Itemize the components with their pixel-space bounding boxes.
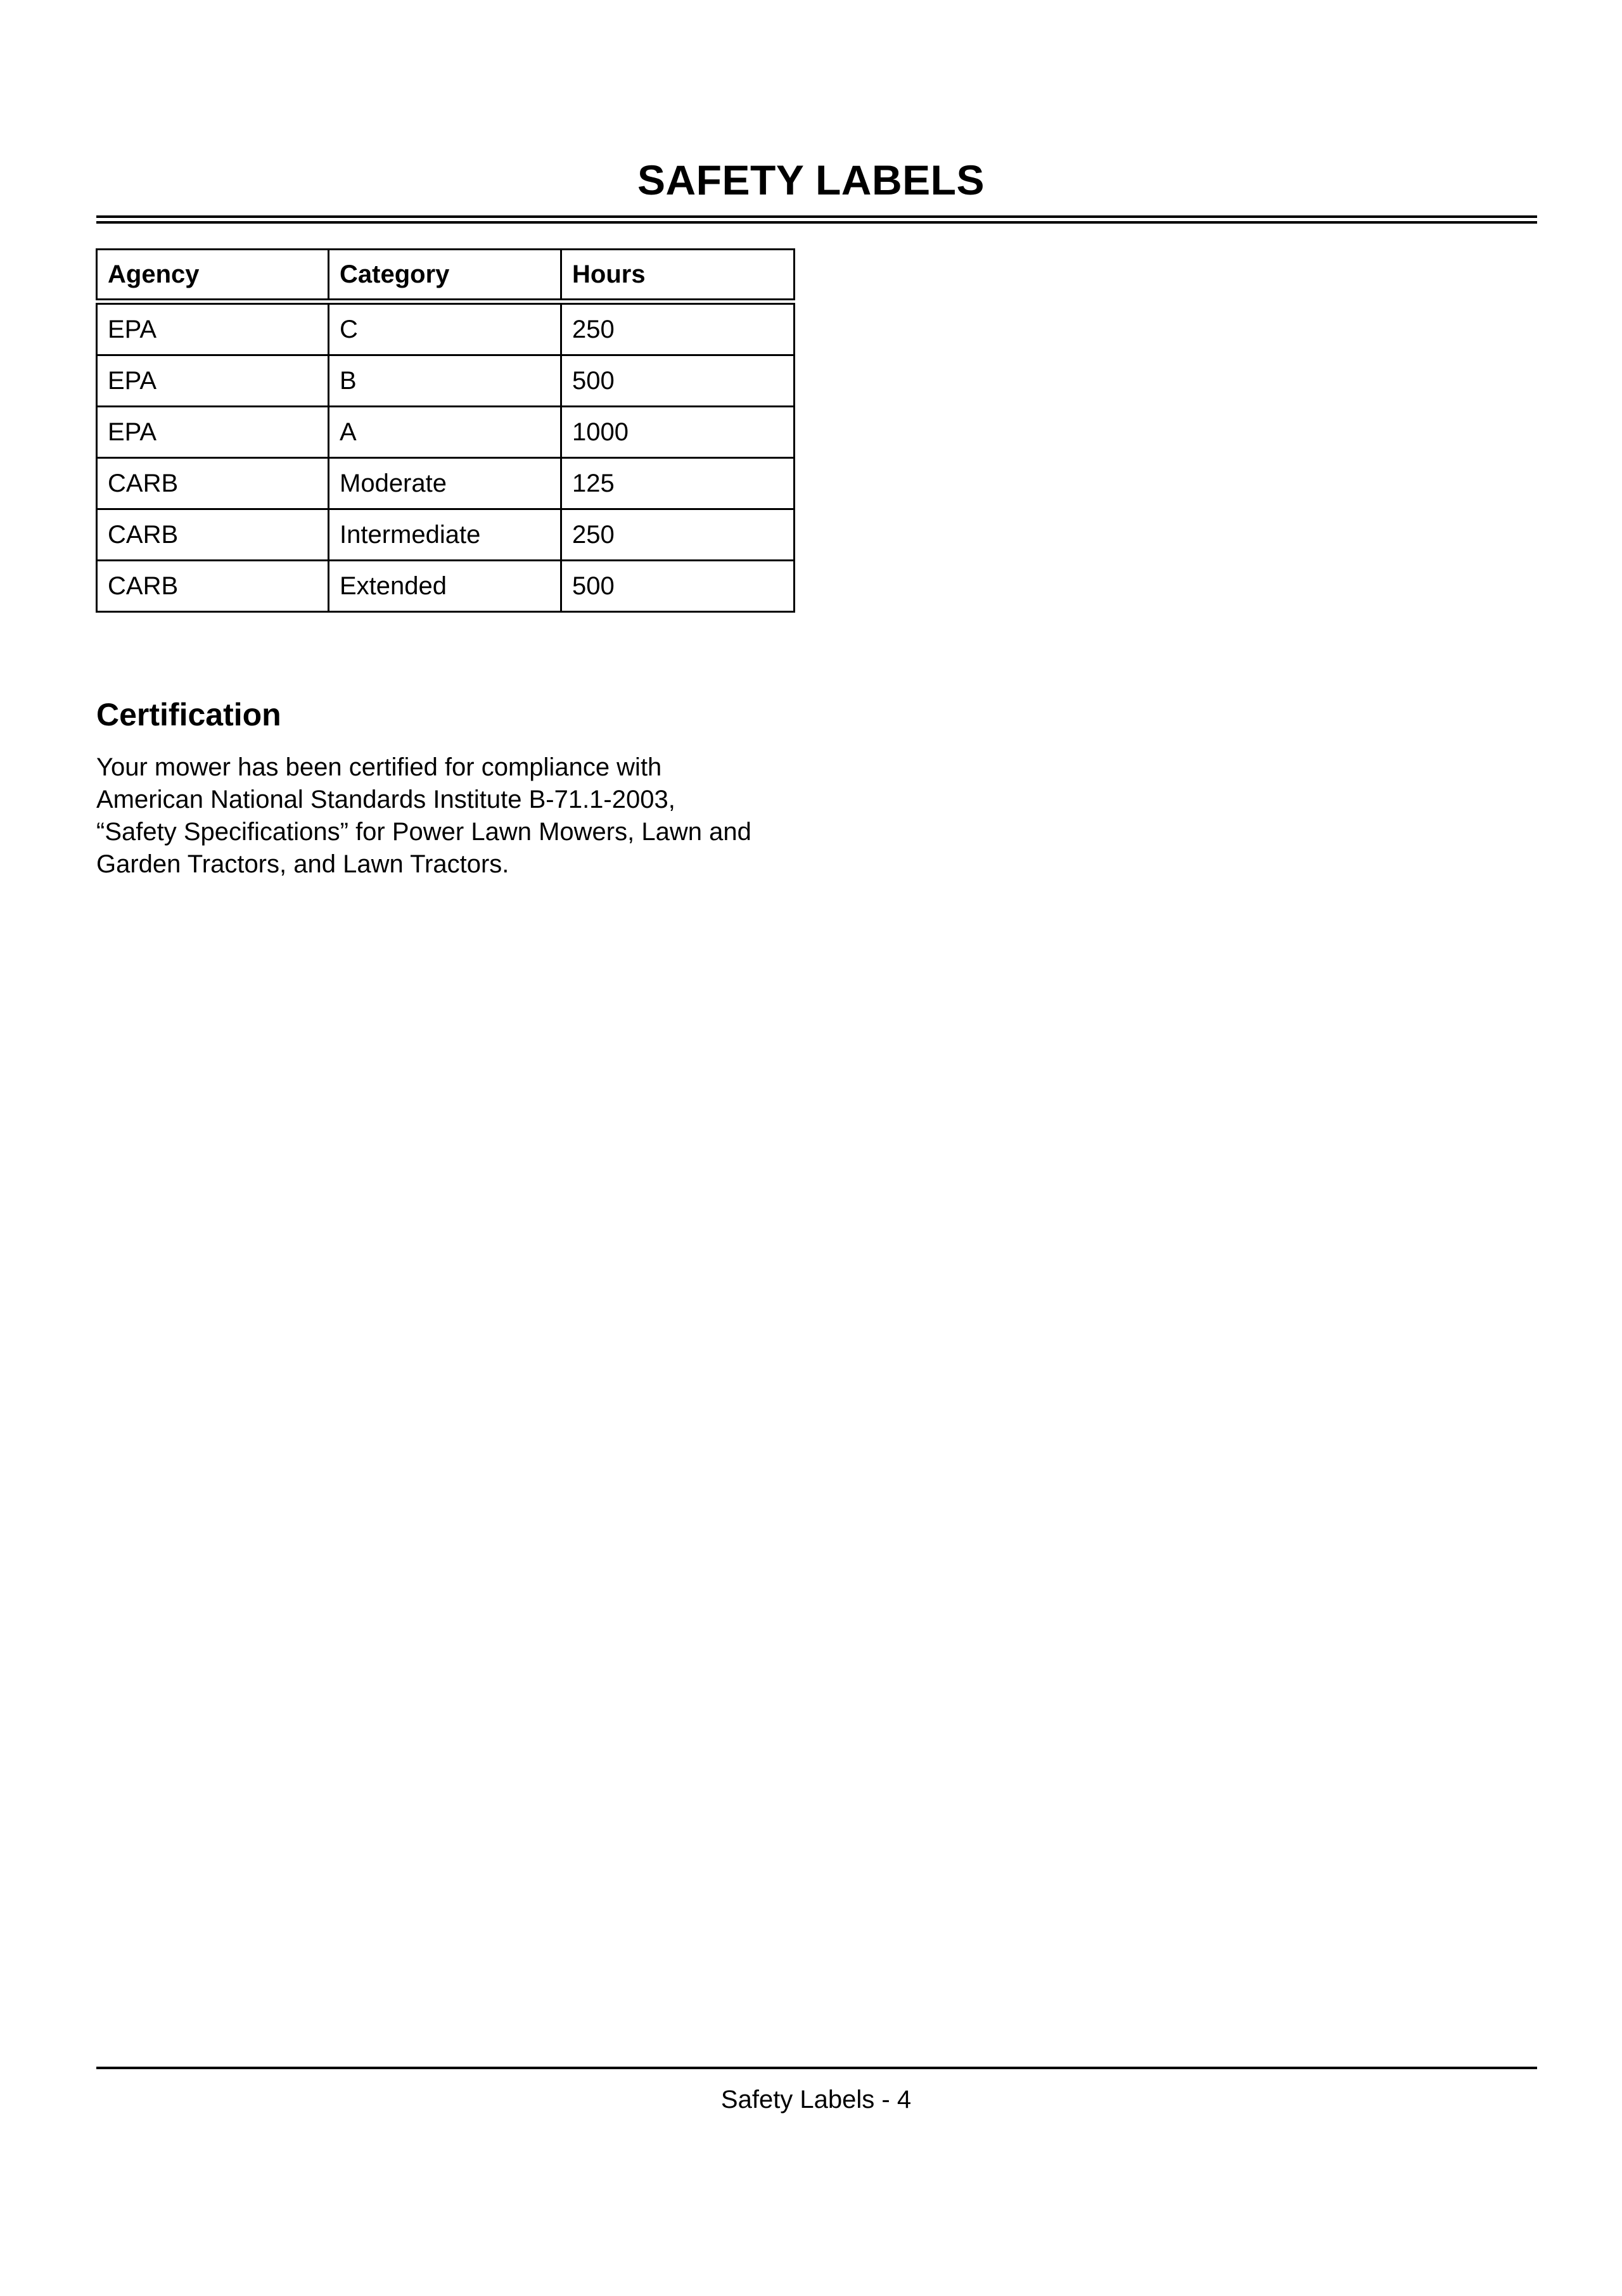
page-number: Safety Labels - 4 — [720, 2086, 912, 2114]
certification-paragraph — [96, 751, 819, 881]
cell-agency: CARB — [97, 561, 329, 612]
table-row — [97, 561, 795, 612]
cell-category: B — [329, 355, 561, 407]
cell-hours: 1000 — [561, 407, 795, 458]
column-header-agency: Agency — [97, 250, 329, 302]
cell-category: C — [329, 302, 561, 355]
table-header-row — [97, 250, 795, 302]
table-row — [97, 407, 795, 458]
cell-agency: EPA — [97, 407, 329, 458]
cell-agency: CARB — [97, 509, 329, 561]
paragraph-line: American National Standards Institute B-71.1-2003, — [96, 786, 675, 813]
footer-divider — [96, 2067, 1537, 2069]
page-title: SAFETY LABELS — [637, 156, 985, 203]
cell-category: A — [329, 407, 561, 458]
table-row — [97, 509, 795, 561]
cell-agency: CARB — [97, 458, 329, 509]
paragraph-line: Garden Tractors, and Lawn Tractors. — [96, 850, 509, 878]
table-row — [97, 302, 795, 355]
certification-heading: Certification — [96, 697, 281, 732]
cell-category: Extended — [329, 561, 561, 612]
emissions-durability-table — [96, 248, 795, 613]
column-header-hours: Hours — [561, 250, 795, 302]
title-divider-top — [96, 215, 1537, 218]
column-header-category: Category — [329, 250, 561, 302]
cell-category: Intermediate — [329, 509, 561, 561]
cell-hours: 250 — [561, 302, 795, 355]
title-divider-bottom — [96, 221, 1537, 224]
cell-agency: EPA — [97, 355, 329, 407]
cell-category: Moderate — [329, 458, 561, 509]
paragraph-line: Your mower has been certified for compliance with — [96, 753, 662, 781]
table-row — [97, 355, 795, 407]
paragraph-line: “Safety Specifications” for Power Lawn Mowers, Lawn and — [96, 818, 751, 846]
cell-hours: 500 — [561, 561, 795, 612]
cell-hours: 125 — [561, 458, 795, 509]
cell-hours: 500 — [561, 355, 795, 407]
cell-agency: EPA — [97, 302, 329, 355]
cell-hours: 250 — [561, 509, 795, 561]
table-row — [97, 458, 795, 509]
